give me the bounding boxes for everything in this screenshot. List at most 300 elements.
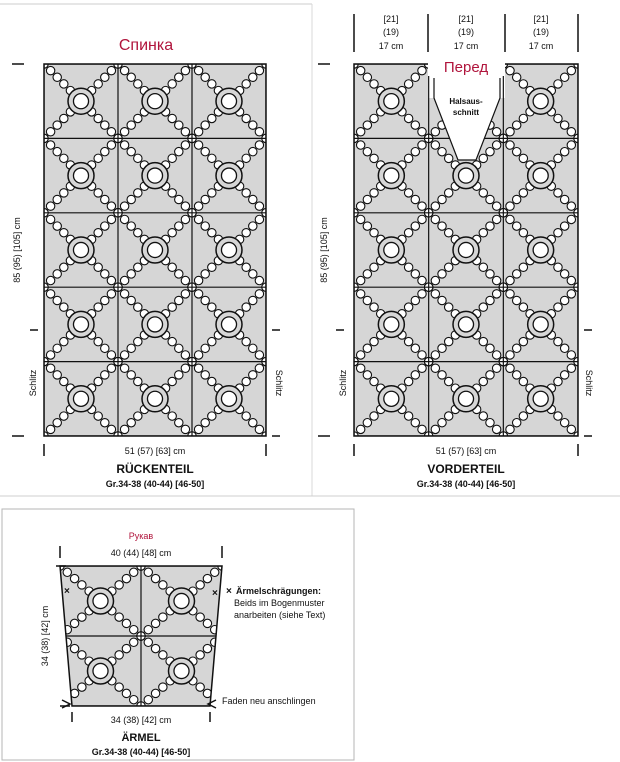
chain-loop xyxy=(107,128,115,136)
chain-loop xyxy=(101,270,109,278)
chain-loop xyxy=(181,215,189,223)
chain-loop xyxy=(127,344,135,352)
chain-loop xyxy=(168,412,176,420)
chain-loop xyxy=(255,364,263,372)
chain-loop xyxy=(444,229,452,237)
chain-loop xyxy=(159,683,167,691)
chain-loop xyxy=(46,290,54,298)
chain-loop xyxy=(218,632,226,640)
chain-loop xyxy=(444,412,452,420)
chain-loop xyxy=(486,371,494,379)
chain-loop xyxy=(101,222,109,230)
chain-loop xyxy=(134,114,142,122)
chain-loop xyxy=(249,270,257,278)
chain-loop xyxy=(194,290,202,298)
chain-loop xyxy=(519,263,527,271)
chain-loop xyxy=(418,290,426,298)
chain-loop xyxy=(519,377,527,385)
chain-loop xyxy=(554,337,562,345)
chain-loop xyxy=(431,351,439,359)
chain-loop xyxy=(411,121,419,129)
back-sizes: Gr.34-38 (40-44) [46-50] xyxy=(105,479,205,489)
chain-loop xyxy=(363,195,371,203)
chain-loop xyxy=(431,276,439,284)
motif-center xyxy=(174,593,189,608)
chain-loop xyxy=(479,263,487,271)
chain-loop xyxy=(107,66,115,74)
chain-loop xyxy=(506,215,514,223)
chain-loop xyxy=(444,377,452,385)
chain-loop xyxy=(208,263,216,271)
chain-loop xyxy=(479,229,487,237)
chain-loop xyxy=(249,296,257,304)
motif-center xyxy=(147,168,162,183)
motif-center xyxy=(533,317,548,332)
back-title-ru: Спинка xyxy=(118,37,174,54)
sleeve-note-line2: Beids im Bogenmuster xyxy=(234,598,325,608)
chain-loop xyxy=(356,128,364,136)
chain-loop xyxy=(249,73,257,81)
chain-loop xyxy=(168,303,176,311)
chain-loop xyxy=(127,73,135,81)
chain-loop xyxy=(151,689,159,697)
chain-loop xyxy=(567,290,575,298)
chain-loop xyxy=(196,651,204,659)
chain-loop xyxy=(53,419,61,427)
chain-loop xyxy=(242,412,250,420)
chain-loop xyxy=(175,270,183,278)
chain-loop xyxy=(519,337,527,345)
front-top-dim-1-line2: (19) xyxy=(382,27,400,37)
chain-loop xyxy=(363,418,371,426)
chain-loop xyxy=(70,619,78,627)
chain-loop xyxy=(53,270,61,278)
chain-loop xyxy=(120,276,128,284)
chain-loop xyxy=(370,337,378,345)
motif-center xyxy=(458,317,473,332)
chain-loop xyxy=(411,418,419,426)
chain-loop xyxy=(506,141,514,149)
motif-center xyxy=(73,168,88,183)
chain-loop xyxy=(404,303,412,311)
chain-loop xyxy=(242,377,250,385)
front-piece-name: VORDERTEIL xyxy=(427,462,505,476)
chain-loop xyxy=(208,412,216,420)
chain-loop xyxy=(122,689,130,697)
chain-loop xyxy=(512,371,520,379)
chain-loop xyxy=(175,121,183,129)
chain-loop xyxy=(431,202,439,210)
chain-loop xyxy=(70,574,78,582)
chain-loop xyxy=(122,644,130,652)
chain-loop xyxy=(168,263,176,271)
chain-loop xyxy=(94,189,102,197)
chain-loop xyxy=(519,189,527,197)
chain-loop xyxy=(411,222,419,230)
chain-loop xyxy=(144,626,152,634)
chain-loop xyxy=(411,344,419,352)
chain-loop xyxy=(60,337,68,345)
chain-loop xyxy=(120,66,128,74)
chain-loop xyxy=(512,195,520,203)
chain-loop xyxy=(168,337,176,345)
chain-loop xyxy=(107,215,115,223)
chain-loop xyxy=(134,263,142,271)
chain-loop xyxy=(363,270,371,278)
chain-loop xyxy=(120,351,128,359)
neckline-label-line2: schnitt xyxy=(452,108,480,117)
chain-loop xyxy=(208,189,216,197)
chain-loop xyxy=(404,263,412,271)
chain-loop xyxy=(130,638,138,646)
chain-loop xyxy=(255,202,263,210)
chain-loop xyxy=(46,425,54,433)
chain-loop xyxy=(134,80,142,88)
chain-loop xyxy=(53,147,61,155)
chain-loop xyxy=(255,290,263,298)
front-slit-label-right: Schlitz xyxy=(584,369,594,397)
chain-loop xyxy=(356,351,364,359)
chain-loop xyxy=(101,371,109,379)
chain-loop xyxy=(370,412,378,420)
chain-loop xyxy=(134,154,142,162)
chain-loop xyxy=(159,651,167,659)
motif-center xyxy=(384,94,399,109)
chain-loop xyxy=(418,66,426,74)
chain-loop xyxy=(356,425,364,433)
chain-loop xyxy=(127,147,135,155)
chain-loop xyxy=(567,364,575,372)
chain-loop xyxy=(506,202,514,210)
chain-loop xyxy=(249,222,257,230)
chain-loop xyxy=(438,296,446,304)
chain-loop xyxy=(60,412,68,420)
chain-loop xyxy=(486,222,494,230)
chain-loop xyxy=(120,290,128,298)
chain-loop xyxy=(506,276,514,284)
chain-loop xyxy=(560,371,568,379)
chain-loop xyxy=(567,128,575,136)
chain-loop xyxy=(70,644,78,652)
chain-loop xyxy=(492,276,500,284)
chain-loop xyxy=(175,371,183,379)
chain-loop xyxy=(46,351,54,359)
chain-loop xyxy=(168,154,176,162)
chain-loop xyxy=(370,377,378,385)
motif-center xyxy=(384,317,399,332)
chain-loop xyxy=(56,632,64,640)
chain-loop xyxy=(479,377,487,385)
back-slit-label-left: Schlitz xyxy=(28,369,38,397)
chain-loop xyxy=(201,222,209,230)
sleeve-top-width-label: 40 (44) [48] cm xyxy=(110,548,172,558)
chain-loop xyxy=(560,73,568,81)
chain-loop xyxy=(492,215,500,223)
chain-loop xyxy=(175,195,183,203)
chain-loop xyxy=(201,371,209,379)
front-slit-label-left: Schlitz xyxy=(338,369,348,397)
chain-loop xyxy=(444,263,452,271)
chain-loop xyxy=(418,202,426,210)
chain-loop xyxy=(249,147,257,155)
chain-loop xyxy=(506,66,514,74)
chain-loop xyxy=(144,696,152,704)
chain-loop xyxy=(181,290,189,298)
front-top-dim-3-line3: 17 cm xyxy=(528,41,554,51)
chain-loop xyxy=(94,337,102,345)
chain-loop xyxy=(567,202,575,210)
chain-loop xyxy=(363,121,371,129)
chain-loop xyxy=(512,148,520,156)
chain-loop xyxy=(404,229,412,237)
chain-loop xyxy=(101,121,109,129)
shaping-marker-icon: × xyxy=(64,586,70,597)
motif-center xyxy=(147,242,162,257)
neckline-label-line1: Halsaus- xyxy=(449,97,483,106)
chain-loop xyxy=(418,141,426,149)
chain-loop xyxy=(411,148,419,156)
chain-loop xyxy=(194,141,202,149)
chain-loop xyxy=(159,581,167,589)
back-width-label: 51 (57) [63] cm xyxy=(124,446,186,456)
chain-loop xyxy=(203,644,211,652)
chain-loop xyxy=(127,270,135,278)
chain-loop xyxy=(175,222,183,230)
motif-center xyxy=(458,242,473,257)
chain-loop xyxy=(512,418,520,426)
chain-loop xyxy=(60,189,68,197)
chain-loop xyxy=(411,296,419,304)
chain-loop xyxy=(431,290,439,298)
motif-center xyxy=(533,94,548,109)
chain-loop xyxy=(53,195,61,203)
chain-loop xyxy=(418,276,426,284)
chain-loop xyxy=(208,377,216,385)
motif-center xyxy=(93,663,108,678)
chain-loop xyxy=(506,290,514,298)
chain-loop xyxy=(53,121,61,129)
chain-loop xyxy=(567,276,575,284)
chain-loop xyxy=(181,202,189,210)
chain-loop xyxy=(134,189,142,197)
chain-loop xyxy=(444,337,452,345)
chain-loop xyxy=(438,195,446,203)
motif-center xyxy=(73,242,88,257)
chain-loop xyxy=(201,147,209,155)
chain-loop xyxy=(78,581,86,589)
chain-loop xyxy=(255,128,263,136)
chain-loop xyxy=(46,141,54,149)
chain-loop xyxy=(94,303,102,311)
chain-loop xyxy=(208,80,216,88)
chain-loop xyxy=(492,290,500,298)
chain-loop xyxy=(127,371,135,379)
chain-loop xyxy=(444,154,452,162)
chain-loop xyxy=(411,371,419,379)
chain-loop xyxy=(211,626,219,634)
chain-loop xyxy=(122,574,130,582)
chain-loop xyxy=(151,574,159,582)
chain-loop xyxy=(418,425,426,433)
chain-loop xyxy=(519,229,527,237)
chain-loop xyxy=(130,626,138,634)
shaping-marker-icon: × xyxy=(212,588,218,599)
chain-loop xyxy=(101,73,109,81)
chain-loop xyxy=(120,215,128,223)
shaping-marker-icon: × xyxy=(226,586,232,597)
chain-loop xyxy=(492,141,500,149)
chain-loop xyxy=(431,425,439,433)
chain-loop xyxy=(249,371,257,379)
chain-loop xyxy=(363,222,371,230)
chain-loop xyxy=(363,73,371,81)
chain-loop xyxy=(168,229,176,237)
chain-loop xyxy=(255,276,263,284)
chain-loop xyxy=(554,189,562,197)
chain-loop xyxy=(46,66,54,74)
sleeve-title-ru: Рукав xyxy=(128,531,154,541)
chain-loop xyxy=(567,141,575,149)
chain-loop xyxy=(492,364,500,372)
chain-loop xyxy=(242,229,250,237)
front-top-dim-1-line1: [21] xyxy=(383,14,399,24)
back-slit-label-right: Schlitz xyxy=(274,369,284,397)
chain-loop xyxy=(363,344,371,352)
chain-loop xyxy=(411,195,419,203)
chain-loop xyxy=(431,215,439,223)
front-top-dim-1-line3: 17 cm xyxy=(378,41,404,51)
chain-loop xyxy=(175,419,183,427)
motif-center xyxy=(147,317,162,332)
motif-center xyxy=(147,94,162,109)
chain-loop xyxy=(168,80,176,88)
chain-loop xyxy=(438,418,446,426)
chain-loop xyxy=(151,619,159,627)
chain-loop xyxy=(479,412,487,420)
chain-loop xyxy=(134,412,142,420)
chain-loop xyxy=(94,114,102,122)
chain-loop xyxy=(134,303,142,311)
chain-loop xyxy=(201,419,209,427)
front-top-dim-3-line1: [21] xyxy=(533,14,549,24)
chain-loop xyxy=(46,128,54,136)
chain-loop xyxy=(554,114,562,122)
chain-loop xyxy=(78,683,86,691)
chain-loop xyxy=(78,613,86,621)
chain-loop xyxy=(134,337,142,345)
motif-center xyxy=(458,168,473,183)
chain-loop xyxy=(560,296,568,304)
chain-loop xyxy=(486,344,494,352)
chain-loop xyxy=(168,189,176,197)
chain-loop xyxy=(175,147,183,155)
chain-loop xyxy=(60,114,68,122)
chain-loop xyxy=(60,154,68,162)
chain-loop xyxy=(249,195,257,203)
chain-loop xyxy=(130,696,138,704)
chain-loop xyxy=(175,73,183,81)
chain-loop xyxy=(249,419,257,427)
chain-loop xyxy=(512,270,520,278)
chain-loop xyxy=(444,189,452,197)
chain-loop xyxy=(194,425,202,433)
chain-loop xyxy=(122,619,130,627)
chain-loop xyxy=(486,148,494,156)
chain-loop xyxy=(94,377,102,385)
motif-center xyxy=(533,391,548,406)
chain-loop xyxy=(201,73,209,81)
chain-loop xyxy=(418,351,426,359)
chain-loop xyxy=(60,229,68,237)
chain-loop xyxy=(255,425,263,433)
chain-loop xyxy=(356,202,364,210)
chain-loop xyxy=(211,568,219,576)
chain-loop xyxy=(242,154,250,162)
chain-loop xyxy=(370,303,378,311)
chain-loop xyxy=(404,337,412,345)
chain-loop xyxy=(356,141,364,149)
chain-loop xyxy=(370,114,378,122)
chain-loop xyxy=(130,568,138,576)
chain-loop xyxy=(554,377,562,385)
chain-loop xyxy=(115,651,123,659)
chain-loop xyxy=(492,351,500,359)
motif-center xyxy=(221,391,236,406)
motif-center xyxy=(384,168,399,183)
front-sizes: Gr.34-38 (40-44) [46-50] xyxy=(416,479,516,489)
chain-loop xyxy=(560,270,568,278)
chain-loop xyxy=(560,418,568,426)
chain-loop xyxy=(438,222,446,230)
chain-loop xyxy=(492,128,500,136)
chain-loop xyxy=(554,303,562,311)
motif-center xyxy=(73,391,88,406)
chain-loop xyxy=(404,189,412,197)
chain-loop xyxy=(242,263,250,271)
chain-loop xyxy=(370,80,378,88)
chain-loop xyxy=(181,351,189,359)
chain-loop xyxy=(512,121,520,129)
chain-loop xyxy=(506,364,514,372)
chain-loop xyxy=(363,148,371,156)
chain-loop xyxy=(418,364,426,372)
chain-loop xyxy=(356,66,364,74)
chain-loop xyxy=(194,364,202,372)
chain-loop xyxy=(134,377,142,385)
chain-loop xyxy=(404,412,412,420)
chain-loop xyxy=(492,202,500,210)
sleeve-piece-name: ÄRMEL xyxy=(121,732,161,744)
chain-loop xyxy=(519,154,527,162)
chain-loop xyxy=(404,377,412,385)
chain-loop xyxy=(107,290,115,298)
chain-loop xyxy=(363,371,371,379)
chain-loop xyxy=(486,418,494,426)
chain-loop xyxy=(56,632,64,640)
chain-loop xyxy=(196,683,204,691)
chain-loop xyxy=(194,202,202,210)
chain-loop xyxy=(370,154,378,162)
sleeve-bottom-width-label: 34 (38) [42] cm xyxy=(110,715,172,725)
front-top-dim-3-line2: (19) xyxy=(532,27,550,37)
chain-loop xyxy=(201,195,209,203)
motif-center xyxy=(73,317,88,332)
chain-loop xyxy=(363,296,371,304)
chain-loop xyxy=(127,195,135,203)
chain-loop xyxy=(201,344,209,352)
motif-center xyxy=(458,391,473,406)
chain-loop xyxy=(567,215,575,223)
